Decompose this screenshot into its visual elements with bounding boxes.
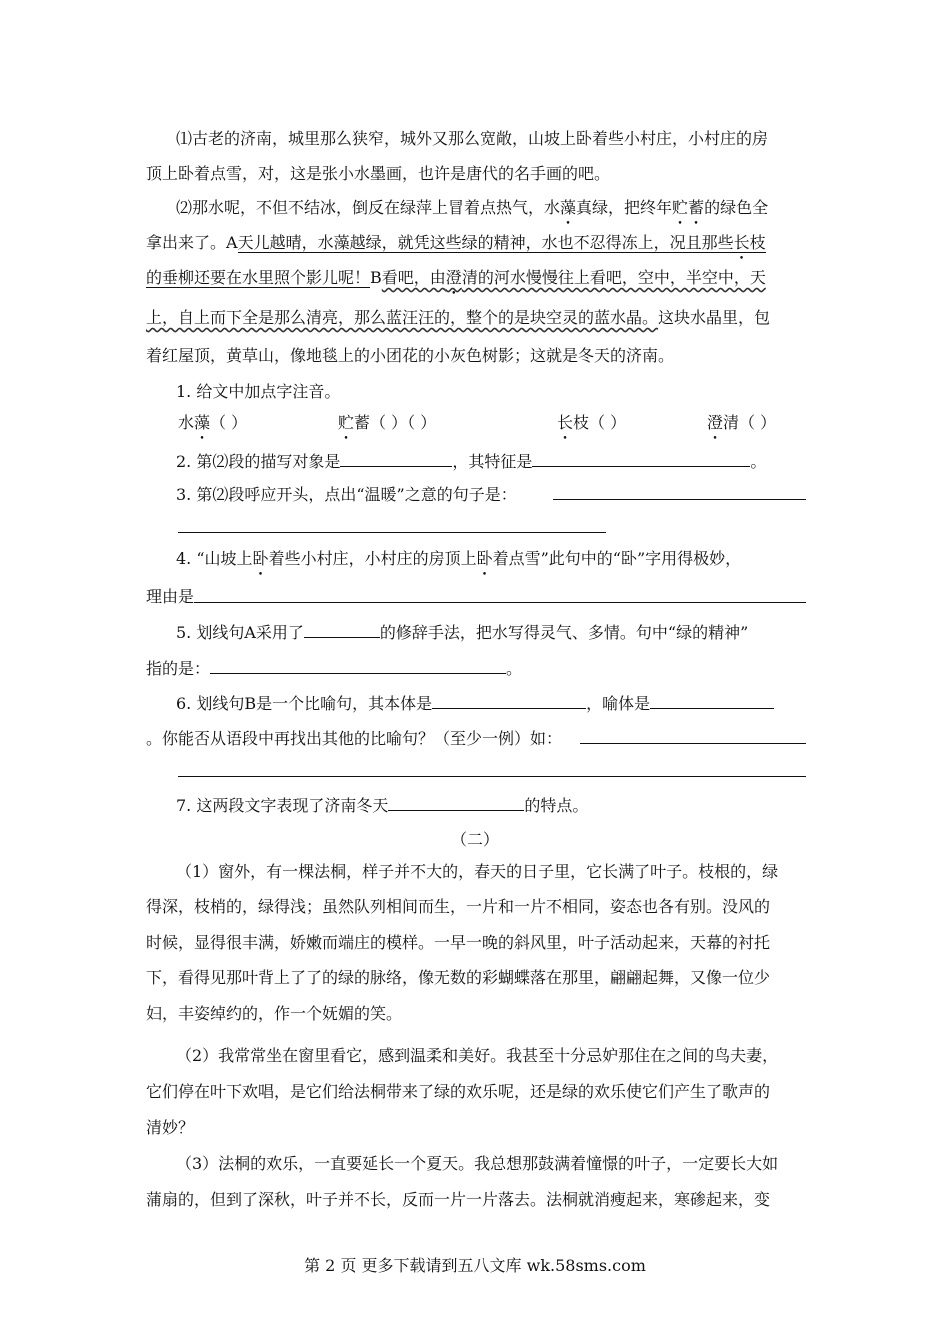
answer-blank[interactable] (388, 794, 524, 811)
question-4: 4. “山坡上卧着些小村庄，小村庄的房顶上卧着点雪”此句中的“卧”字用得极妙， (176, 549, 742, 568)
question-2: 2. 第⑵段的描写对象是 ，其特征是 。 (176, 452, 767, 471)
answer-blank[interactable] (210, 657, 506, 674)
question-6: 6. 划线句B是一个比喻句，其本体是 ，喻体是 (176, 692, 774, 714)
answer-blank[interactable] (432, 692, 586, 709)
q1-item-2: 贮蓄（ ）（ ） (338, 413, 437, 432)
passage1-para2-line2: 拿出来了。A天儿越晴，水藻越绿，就凭这些绿的精神，水也不忍得冻上，况且那些长枝 (146, 233, 766, 252)
passage2-line: 下，看得见那叶背上了了的绿的脉络，像无数的彩蝴蝶落在那里，翩翩起舞，又像一位少 (146, 968, 771, 987)
answer-line[interactable] (178, 532, 606, 533)
answer-line[interactable] (194, 602, 806, 603)
answer-blank[interactable] (340, 450, 452, 467)
wavy-sentence-b: 看吧，由 (381, 268, 446, 287)
passage2-line: 清妙？ (146, 1118, 195, 1137)
underlined-sentence-a: 天儿越晴，水藻越绿，就凭这些绿的精神，水也不忍得冻上，况且那些 (237, 233, 734, 252)
question-7: 7. 这两段文字表现了济南冬天 的特点。 (176, 796, 589, 815)
section-title: （二） (450, 830, 499, 849)
passage2-line: 时候，显得很丰满，娇嫩而端庄的模样。一早一晚的斜风里，叶子活动起来，天幕的衬托 (146, 933, 771, 952)
passage1-para1-line1: ⑴古老的济南，城里那么狭窄，城外又那么宽敞，山坡上卧着些小村庄，小村庄的房 (176, 129, 769, 148)
passage2-line: 妇，丰姿绰约的，作一个妩媚的笑。 (146, 1004, 403, 1023)
passage2-line: （3）法桐的欢乐，一直要延长一个夏天。我总想那鼓满着憧憬的叶子，一定要长大如 (176, 1154, 779, 1173)
passage2-line: 得深，枝梢的，绿得浅；虽然队列相间而生，一片和一片不相同，姿态也各有别。没风的 (146, 897, 771, 916)
passage1-para2-line4: 上，自上而下全是那么清亮，那么蓝汪汪的，整个的是块空灵的蓝水晶。这块水晶里，包 (146, 308, 771, 327)
passage2-line: 它们停在叶下欢唱，是它们给法桐带来了绿的欢乐呢，还是绿的欢乐使它们产生了歌声的 (146, 1082, 771, 1101)
answer-line[interactable] (553, 499, 806, 500)
page-footer: 第 2 页 更多下载请到五八文库 wk.58sms.com (304, 1256, 646, 1275)
q1-item-3: 长枝（ ） (557, 413, 627, 432)
question-5-line2: 指的是： 。 (146, 659, 523, 678)
question-1: 1. 给文中加点字注音。 (176, 382, 341, 401)
question-3: 3. 第⑵段呼应开头，点出“温暖”之意的句子是： (176, 485, 517, 504)
answer-line[interactable] (178, 776, 806, 777)
q1-item-1: 水藻（ ） (178, 413, 248, 432)
passage1-para2-line5: 着红屋顶，黄草山，像地毯上的小团花的小灰色树影；这就是冬天的济南。 (146, 346, 675, 365)
answer-blank[interactable] (304, 621, 380, 638)
passage2-line: 蒲扇的，但到了深秋，叶子并不长，反而一片一片落去。法桐就消瘦起来，寒碜起来，变 (146, 1190, 771, 1209)
question-4-line2: 理由是 (146, 587, 195, 606)
question-6-line2: 。你能否从语段中再找出其他的比喻句？（至少一例）如： (146, 729, 563, 748)
q1-item-4: 澄清（ ） (707, 413, 777, 432)
passage1-para2-line1: ⑵那水呢，不但不结冰，倒反在绿萍上冒着点热气，水藻真绿，把终年贮蓄的绿色全 (176, 198, 769, 217)
passage2-line: （2）我常常坐在窗里看它，感到温柔和美好。我甚至十分忌妒那住在之间的鸟夫妻， (176, 1046, 779, 1065)
answer-blank[interactable] (532, 450, 750, 467)
answer-blank[interactable] (650, 692, 774, 709)
question-5: 5. 划线句A采用了 的修辞手法，把水写得灵气、多情。句中“绿的精神” (176, 623, 749, 642)
answer-line[interactable] (580, 743, 806, 744)
passage1-para1-line2: 顶上卧着点雪，对，这是张小水墨画，也许是唐代的名手画的吧。 (146, 164, 611, 183)
passage2-line: （1）窗外，有一棵法桐，样子并不大的，春天的日子里，它长满了叶子。枝根的，绿 (176, 862, 779, 881)
passage1-para2-line3: 的垂柳还要在水里照个影儿呢！B看吧，由澄清的河水慢慢往上看吧，空中，半空中，天 (146, 268, 766, 287)
